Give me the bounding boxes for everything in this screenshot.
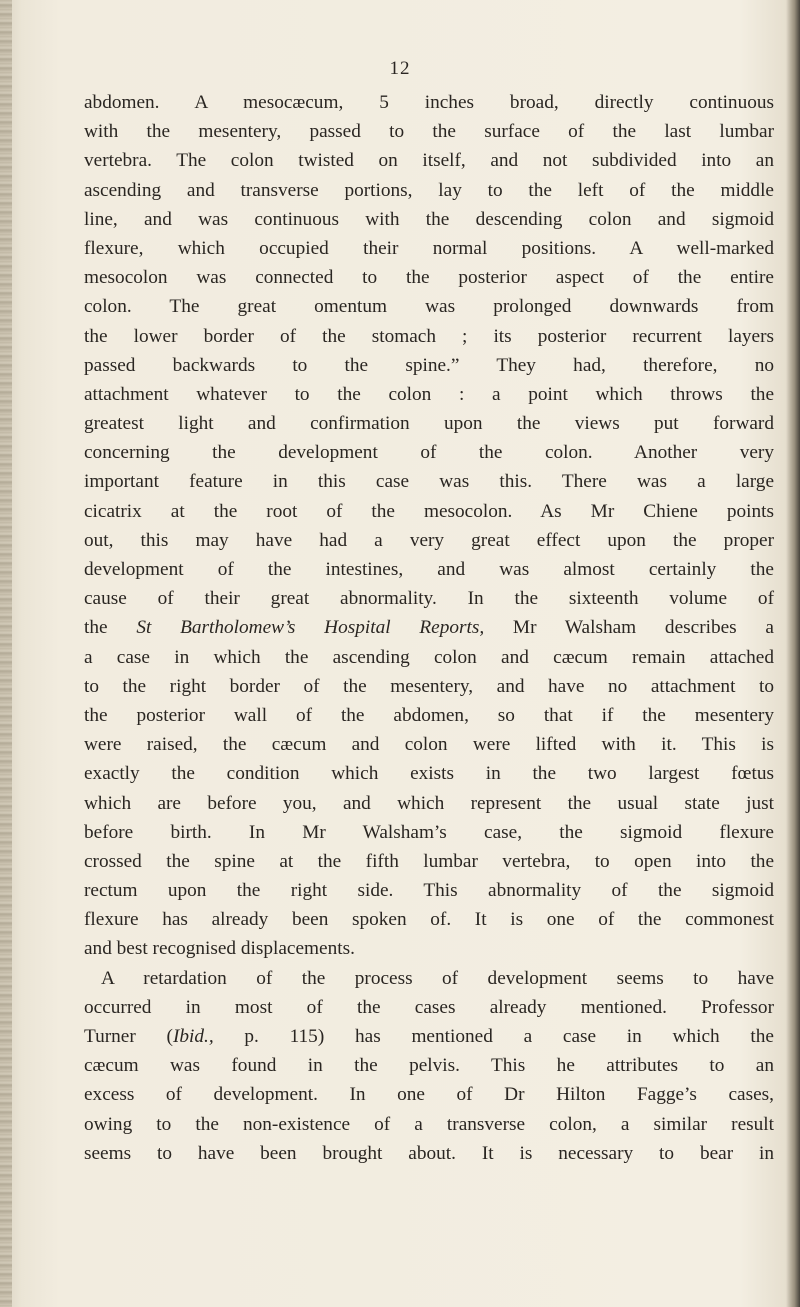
text-line: vertebra. The colon twisted on itself, and not subdivided into an <box>84 150 774 172</box>
page-edge-shadow <box>786 0 800 1307</box>
text-segment: Turner ( <box>84 1026 173 1047</box>
body-text <box>84 88 774 1168</box>
paragraph-first-line: A retardation of the process of development seems to have <box>101 967 774 989</box>
text-line: were raised, the cæcum and colon were lifted with it. This is <box>84 734 774 756</box>
text-line: attachment whatever to the colon : a point which throws the <box>84 383 774 405</box>
text-line: ascending and transverse portions, lay to the left of the middle <box>84 179 774 201</box>
text-line: with the mesentery, passed to the surface of the last lumbar <box>84 121 774 143</box>
text-segment: p. 115) has mentioned a case in which the <box>213 1026 774 1047</box>
text-line: a case in which the ascending colon and cæcum remain attached <box>84 646 774 668</box>
text-line: cause of their great abnormality. In the sixteenth volume of <box>84 588 774 610</box>
text-line: rectum upon the right side. This abnormality of the sigmoid <box>84 880 774 902</box>
text-line: concerning the development of the colon. Another very <box>84 442 774 464</box>
paragraph-end-line: and best recognised displacements. <box>84 938 355 960</box>
citation-ibid: Ibid., <box>172 1026 214 1047</box>
text-line-citation <box>84 613 774 642</box>
text-line: flexure has already been spoken of. It is one of the commonest <box>84 909 774 931</box>
text-line: cæcum was found in the pelvis. This he attributes to an <box>84 1055 774 1077</box>
text-line: greatest light and confirmation upon the views put forward <box>84 413 774 435</box>
text-line: occurred in most of the cases already mentioned. Professor <box>84 996 774 1018</box>
text-line: mesocolon was connected to the posterior aspect of the entire <box>84 267 774 289</box>
text-line: which are before you, and which represent the usual state just <box>84 792 774 814</box>
text-line: the posterior wall of the abdomen, so that if the mesentery <box>84 704 774 726</box>
text-line: passed backwards to the spine.” They had, therefore, no <box>84 354 774 376</box>
text-line: crossed the spine at the fifth lumbar vertebra, to open into the <box>84 850 774 872</box>
binding-edge <box>0 0 12 1307</box>
text-line: to the right border of the mesentery, and have no attachment to <box>84 675 774 697</box>
page-number: 12 <box>389 58 411 79</box>
text-line: the lower border of the stomach ; its posterior recurrent layers <box>84 325 774 347</box>
journal-title: St Bartholomew’s Hospital Reports, <box>136 617 485 639</box>
text-line: development of the intestines, and was almost certainly the <box>84 559 774 580</box>
text-line-citation <box>84 1022 774 1051</box>
text-line: line, and was continuous with the descending colon and sigmoid <box>84 208 774 230</box>
text-line: abdomen. A mesocæcum, 5 inches broad, directly continuous <box>84 92 774 113</box>
text-line: cicatrix at the root of the mesocolon. As Mr Chiene points <box>84 500 774 522</box>
text-line: important feature in this case was this. There was a large <box>84 471 774 493</box>
text-segment: the <box>84 617 137 639</box>
text-line: before birth. In Mr Walsham’s case, the sigmoid flexure <box>84 821 774 843</box>
text-line: colon. The great omentum was prolonged downwards from <box>84 296 774 318</box>
text-line: out, this may have had a very great effect upon the proper <box>84 529 774 551</box>
text-line: seems to have been brought about. It is necessary to bear in <box>84 1142 774 1164</box>
text-line: exactly the condition which exists in the two largest fœtus <box>84 763 774 785</box>
text-segment: Mr Walsham describes a <box>484 617 774 639</box>
text-line: owing to the non-existence of a transverse colon, a similar result <box>84 1113 774 1135</box>
text-line: excess of development. In one of Dr Hilton Fagge’s cases, <box>84 1084 774 1106</box>
text-line: flexure, which occupied their normal positions. A well-marked <box>84 237 774 259</box>
